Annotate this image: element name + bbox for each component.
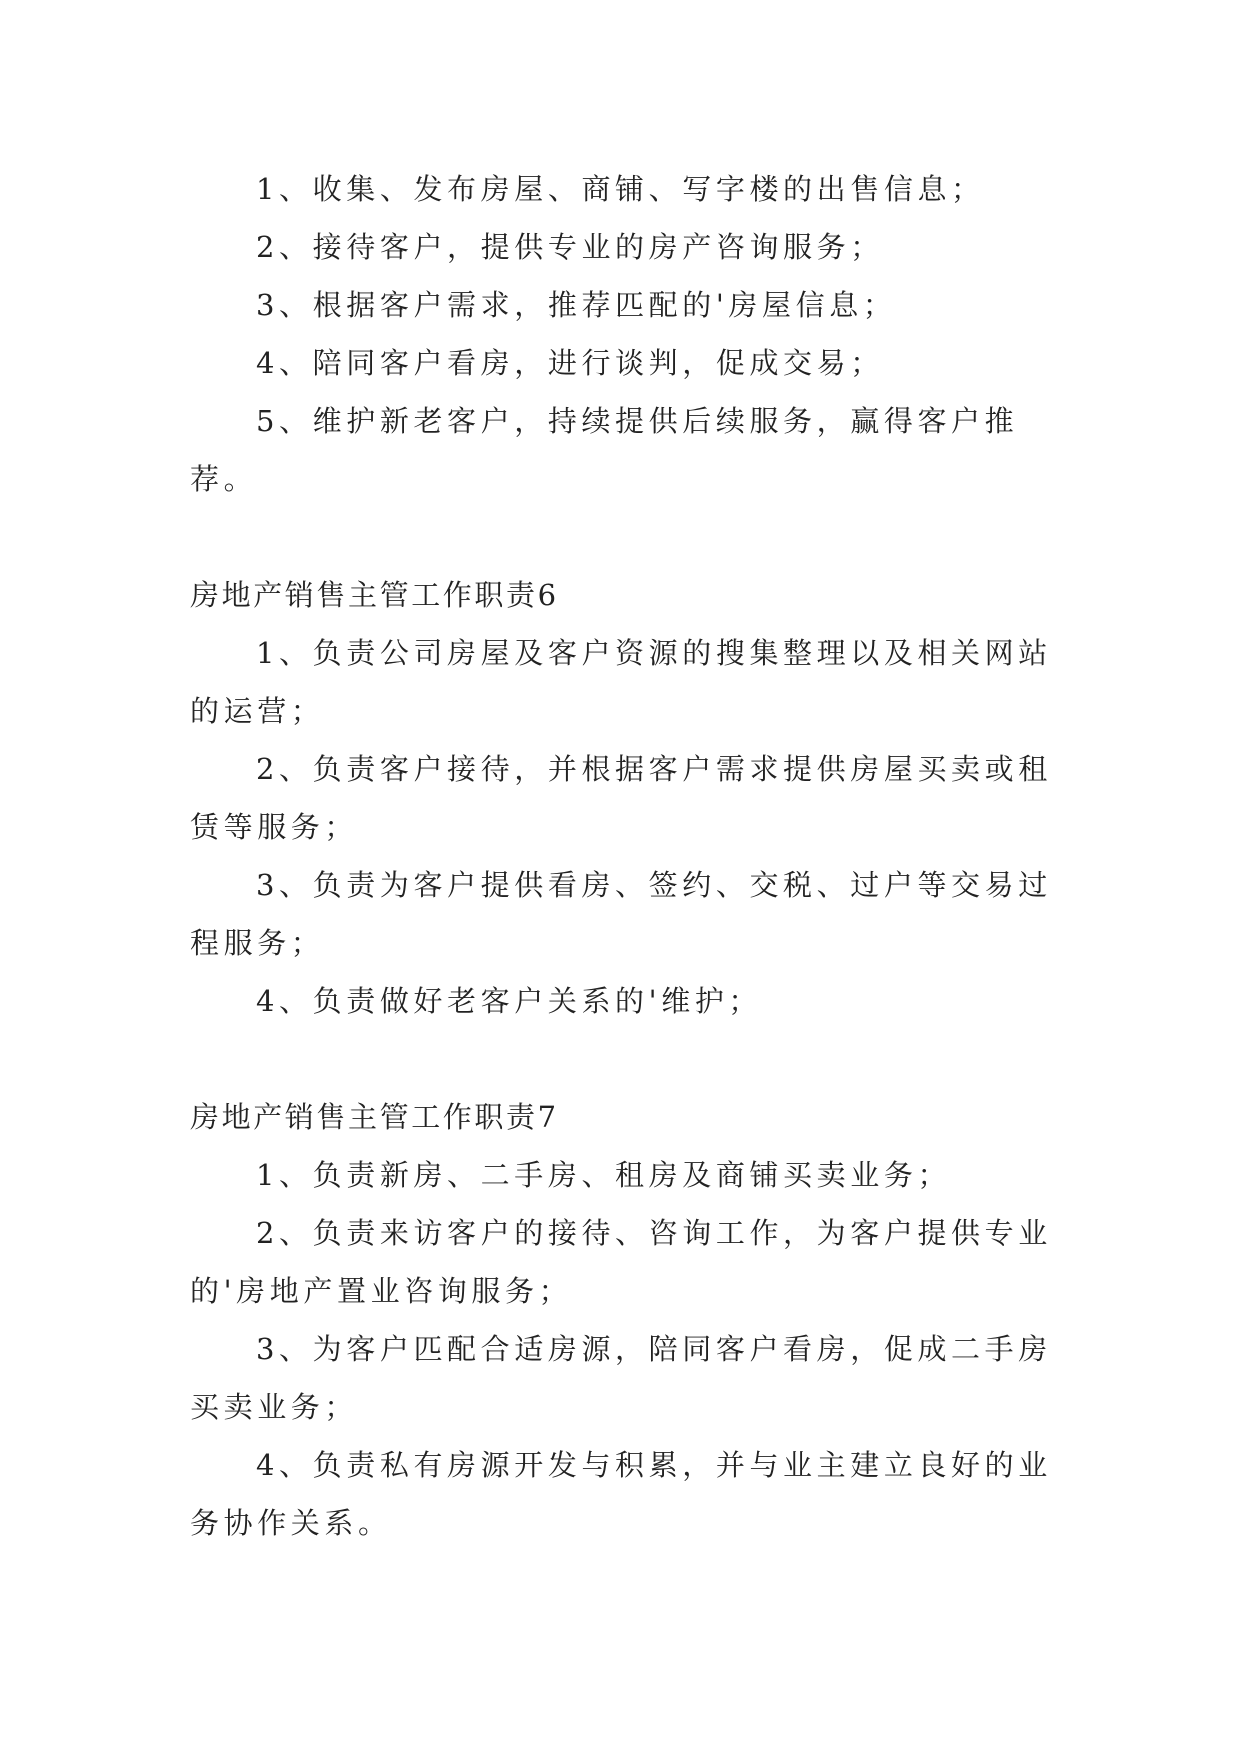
intro-item-5: 5、维护新老客户，持续提供后续服务，赢得客户推荐。	[190, 404, 1019, 496]
intro-item-3: 3、根据客户需求，推荐匹配的'房屋信息；	[256, 288, 897, 322]
section7-heading: 房地产销售主管工作职责7	[190, 1100, 559, 1134]
section6-item-4: 4、负责做好老客户关系的'维护；	[256, 984, 763, 1018]
section6-item-2: 2、负责客户接待，并根据客户需求提供房屋买卖或租赁等服务；	[190, 752, 1052, 844]
section7-item-4: 4、负责私有房源开发与积累，并与业主建立良好的业务协作关系。	[190, 1448, 1052, 1540]
section7-item-2: 2、负责来访客户的接待、咨询工作，为客户提供专业的'房地产置业咨询服务；	[190, 1216, 1052, 1308]
section6-heading: 房地产销售主管工作职责6	[190, 578, 559, 612]
section6-item-1: 1、负责公司房屋及客户资源的搜集整理以及相关网站的运营；	[190, 636, 1052, 728]
intro-item-4: 4、陪同客户看房，进行谈判，促成交易；	[256, 346, 884, 380]
section6-item-3: 3、负责为客户提供看房、签约、交税、过户等交易过程服务；	[190, 868, 1052, 960]
document-page	[190, 160, 1070, 1552]
section7-item-1: 1、负责新房、二手房、租房及商铺买卖业务；	[256, 1158, 952, 1192]
intro-item-2: 2、接待客户，提供专业的房产咨询服务；	[256, 230, 884, 264]
section-spacer	[190, 1030, 1070, 1088]
intro-item-1: 1、收集、发布房屋、商铺、写字楼的出售信息；	[256, 172, 985, 206]
section-spacer	[190, 508, 1070, 566]
section7-item-3: 3、为客户匹配合适房源，陪同客户看房，促成二手房买卖业务；	[190, 1332, 1052, 1424]
